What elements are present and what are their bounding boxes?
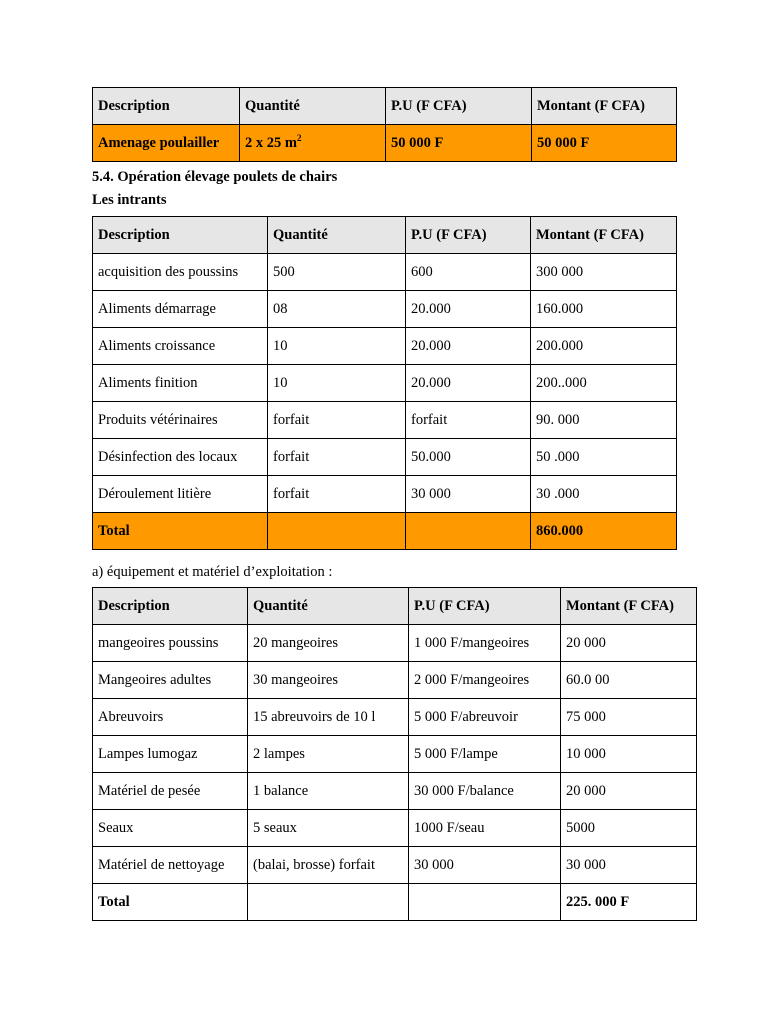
table-cell: 30 000 (406, 476, 531, 513)
table-cell: 50.000 (406, 439, 531, 476)
header-cell: Montant (F CFA) (561, 588, 697, 625)
table-cell: 75 000 (561, 699, 697, 736)
table-row (93, 810, 697, 847)
table-cell: 5000 (561, 810, 697, 847)
table-row (93, 699, 697, 736)
table-cell: (balai, brosse) forfait (248, 847, 409, 884)
table-cell: 2 lampes (248, 736, 409, 773)
table-cell: forfait (268, 439, 406, 476)
table-cell: Amenage poulailler (93, 125, 240, 162)
total-cell: Total (93, 513, 268, 550)
table-cell: 200.000 (531, 328, 677, 365)
table-row (93, 736, 697, 773)
table-row (93, 254, 677, 291)
table-cell: forfait (268, 476, 406, 513)
table-intrants (92, 216, 677, 550)
table-cell: 30 mangeoires (248, 662, 409, 699)
table-cell: 160.000 (531, 291, 677, 328)
table-cell (240, 125, 386, 162)
table-cell: 30 000 (409, 847, 561, 884)
table-cell: 20.000 (406, 328, 531, 365)
subsection-title: Les intrants (92, 192, 167, 208)
table-cell: 20.000 (406, 365, 531, 402)
table-cell: 20.000 (406, 291, 531, 328)
total-cell (409, 884, 561, 921)
table-amenagement (92, 87, 677, 162)
header-cell: Description (93, 588, 248, 625)
table-cell: 30 000 (561, 847, 697, 884)
table-cell: 300 000 (531, 254, 677, 291)
table-cell: 30 .000 (531, 476, 677, 513)
table-cell: 50 000 F (532, 125, 677, 162)
total-cell (406, 513, 531, 550)
header-cell: Quantité (268, 217, 406, 254)
table-cell: 30 000 F/balance (409, 773, 561, 810)
table-cell: 1 balance (248, 773, 409, 810)
table-header-row (93, 217, 677, 254)
header-cell: Description (93, 88, 240, 125)
table-cell: Produits vétérinaires (93, 402, 268, 439)
table-cell: 1 000 F/mangeoires (409, 625, 561, 662)
header-cell: Montant (F CFA) (532, 88, 677, 125)
table-cell: 20 000 (561, 625, 697, 662)
table-cell: Déroulement litière (93, 476, 268, 513)
table-cell: forfait (406, 402, 531, 439)
header-cell: Quantité (240, 88, 386, 125)
table-cell: Matériel de pesée (93, 773, 248, 810)
table-row (93, 773, 697, 810)
header-cell: Montant (F CFA) (531, 217, 677, 254)
table-total-row (93, 513, 677, 550)
table-cell: 10 (268, 328, 406, 365)
table-body (93, 625, 697, 884)
table-row (93, 402, 677, 439)
table-row (93, 439, 677, 476)
table-cell: Abreuvoirs (93, 699, 248, 736)
header-cell: P.U (F CFA) (386, 88, 532, 125)
table-cell: Seaux (93, 810, 248, 847)
table-total-row (93, 884, 697, 921)
table-cell: 10 (268, 365, 406, 402)
table-cell: 5 seaux (248, 810, 409, 847)
header-cell: Description (93, 217, 268, 254)
table-row (93, 365, 677, 402)
table-cell: Lampes lumogaz (93, 736, 248, 773)
table-cell: 200..000 (531, 365, 677, 402)
header-cell: Quantité (248, 588, 409, 625)
table-row (93, 476, 677, 513)
total-cell (248, 884, 409, 921)
table-cell: 1000 F/seau (409, 810, 561, 847)
table-row (93, 662, 697, 699)
section-title: 5.4. Opération élevage poulets de chairs (92, 169, 338, 185)
table-cell: 10 000 (561, 736, 697, 773)
table-cell: 2 000 F/mangeoires (409, 662, 561, 699)
table-cell: 15 abreuvoirs de 10 l (248, 699, 409, 736)
total-cell (268, 513, 406, 550)
total-cell: Total (93, 884, 248, 921)
table-cell: Désinfection des locaux (93, 439, 268, 476)
table-cell: Aliments démarrage (93, 291, 268, 328)
table-cell: mangeoires poussins (93, 625, 248, 662)
table-header-row (93, 588, 697, 625)
total-cell: 225. 000 F (561, 884, 697, 921)
table-cell: 500 (268, 254, 406, 291)
table-cell: 50 .000 (531, 439, 677, 476)
table-row (93, 291, 677, 328)
quantity-text: 2 x 25 m (245, 134, 297, 151)
superscript: 2 (296, 132, 302, 143)
header-cell: P.U (F CFA) (406, 217, 531, 254)
header-cell: P.U (F CFA) (409, 588, 561, 625)
table-row (93, 847, 697, 884)
table-header-row (93, 88, 677, 125)
table-row (93, 625, 697, 662)
table-cell: 5 000 F/abreuvoir (409, 699, 561, 736)
table-equipement (92, 587, 697, 921)
table-cell: forfait (268, 402, 406, 439)
table-cell: Aliments croissance (93, 328, 268, 365)
table-cell: 60.0 00 (561, 662, 697, 699)
equipment-title: a) équipement et matériel d’exploitation : (92, 564, 333, 580)
table-row (93, 328, 677, 365)
table-cell: 20 000 (561, 773, 697, 810)
table-cell: Aliments finition (93, 365, 268, 402)
table-cell: Matériel de nettoyage (93, 847, 248, 884)
table-cell: 08 (268, 291, 406, 328)
total-cell: 860.000 (531, 513, 677, 550)
table-cell: 50 000 F (386, 125, 532, 162)
table-cell: 90. 000 (531, 402, 677, 439)
table-row (93, 125, 677, 162)
table-cell: Mangeoires adultes (93, 662, 248, 699)
table-cell: acquisition des poussins (93, 254, 268, 291)
table-cell: 5 000 F/lampe (409, 736, 561, 773)
table-body (93, 254, 677, 513)
table-cell: 600 (406, 254, 531, 291)
table-cell: 20 mangeoires (248, 625, 409, 662)
